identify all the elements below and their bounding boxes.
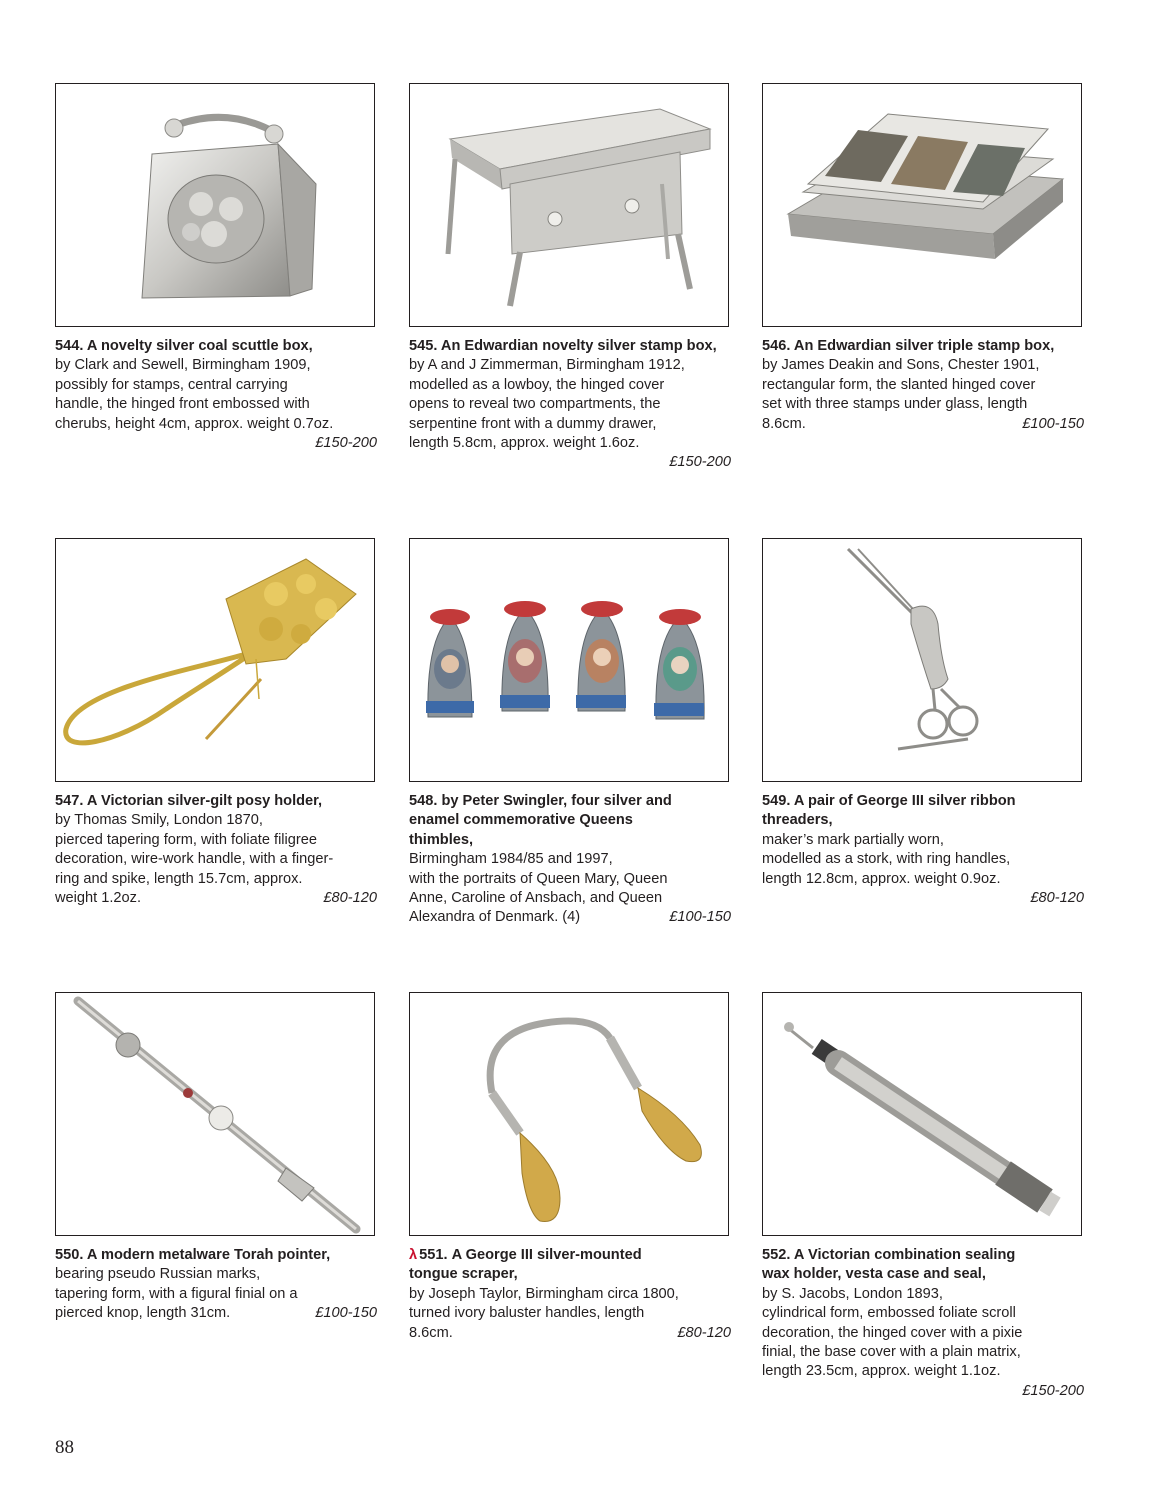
lot-line: by Clark and Sewell, Birmingham 1909, [55, 357, 311, 374]
lot-title: 548. by Peter Swingler, four silver and [409, 793, 672, 809]
lot-description [762, 792, 1084, 908]
lot-line: handle, the hinged front embossed with [55, 396, 310, 413]
lot-description [55, 792, 377, 908]
lot-estimate: £100-150 [669, 909, 731, 926]
lot-line: finial, the base cover with a plain matrix, [762, 1344, 1021, 1361]
lot-title: 552. A Victorian combination sealing [762, 1247, 1016, 1263]
photo-posy-holder [55, 538, 375, 782]
photo-sealing-wax-holder [762, 992, 1082, 1236]
lot-549 [762, 538, 1084, 908]
lot-title: 549. A pair of George III silver ribbon [762, 793, 1016, 809]
lot-line: length 23.5cm, approx. weight 1.1oz. [762, 1363, 1001, 1380]
lot-description [409, 1246, 731, 1343]
lot-last-row: Alexandra of Denmark. (4) £100-150 [409, 908, 731, 927]
photo-tongue-scraper [409, 992, 729, 1236]
lot-line: cylindrical form, embossed foliate scroll [762, 1305, 1016, 1322]
photo-coal-scuttle-box [55, 83, 375, 327]
lambda-symbol: λ [409, 1247, 418, 1263]
lot-550 [55, 992, 377, 1324]
lot-estimate: £150-200 [1022, 1382, 1084, 1399]
lot-title: thimbles, [409, 831, 474, 848]
lot-line: pierced tapering form, with foliate filigree [55, 831, 318, 848]
lot-title: 545. An Edwardian novelty silver stamp box, [409, 338, 717, 354]
lot-line: rectangular form, the slanted hinged cover [762, 376, 1036, 393]
lot-line: by Thomas Smily, London 1870, [55, 812, 263, 829]
lot-line: turned ivory baluster handles, length [409, 1305, 645, 1322]
lot-544 [55, 83, 377, 453]
lot-title: wax holder, vesta case and seal, [762, 1266, 986, 1283]
lot-title: 550. A modern metalware Torah pointer, [55, 1247, 331, 1263]
lot-estimate: £100-150 [315, 1305, 377, 1322]
lot-line: length 5.8cm, approx. weight 1.6oz. [409, 435, 640, 452]
lot-estimate: £80-120 [323, 890, 377, 907]
lot-line: ring and spike, length 15.7cm, approx. [55, 870, 303, 887]
lot-estimate: £80-120 [1030, 890, 1084, 907]
lot-description [55, 1246, 377, 1324]
photo-lowboy-stamp-box [409, 83, 729, 327]
lot-line: length 12.8cm, approx. weight 0.9oz. [762, 870, 1001, 887]
lot-title: λ 551. A George III silver-mounted [409, 1247, 642, 1263]
lot-title: enamel commemorative Queens [409, 812, 633, 829]
lot-last-row: 8.6cm. £100-150 [762, 415, 1084, 434]
lot-estimate: £150-200 [315, 435, 377, 452]
lot-title: 547. A Victorian silver-gilt posy holder, [55, 793, 323, 809]
lot-estimate: £80-120 [677, 1324, 731, 1341]
lot-line: possibly for stamps, central carrying [55, 376, 288, 393]
photo-ribbon-threaders [762, 538, 1082, 782]
page-number: 88 [55, 1437, 74, 1458]
photo-triple-stamp-box [762, 83, 1082, 327]
lot-546 [762, 83, 1084, 434]
lot-line: set with three stamps under glass, length [762, 396, 1028, 413]
lot-548 [409, 538, 731, 928]
lot-line: Anne, Caroline of Ansbach, and Queen [409, 890, 663, 907]
lot-line: maker’s mark partially worn, [762, 831, 944, 848]
lot-estimate: £150-200 [669, 454, 731, 471]
lot-line: by Joseph Taylor, Birmingham circa 1800, [409, 1285, 679, 1302]
lot-line: by A and J Zimmerman, Birmingham 1912, [409, 357, 685, 374]
lot-line: serpentine front with a dummy drawer, [409, 415, 657, 432]
photo-queens-thimbles [409, 538, 729, 782]
lot-line: bearing pseudo Russian marks, [55, 1266, 261, 1283]
lot-description [409, 792, 731, 928]
lot-title: 546. An Edwardian silver triple stamp box, [762, 338, 1055, 354]
lot-line: opens to reveal two compartments, the [409, 396, 661, 413]
lot-description [55, 337, 377, 453]
lot-description [762, 1246, 1084, 1401]
lot-last-row: weight 1.2oz. £80-120 [55, 889, 377, 908]
lot-line: decoration, wire-work handle, with a finger- [55, 851, 334, 868]
lot-line: modelled as a stork, with ring handles, [762, 851, 1011, 868]
lot-line: decoration, the hinged cover with a pixie [762, 1324, 1023, 1341]
lot-547 [55, 538, 377, 908]
lot-551 [409, 992, 731, 1343]
lot-line: tapering form, with a figural finial on a [55, 1285, 298, 1302]
lot-line: modelled as a lowboy, the hinged cover [409, 376, 665, 393]
lot-552 [762, 992, 1084, 1401]
lot-estimate: £100-150 [1022, 415, 1084, 432]
lot-line: with the portraits of Queen Mary, Queen [409, 870, 668, 887]
lot-title: threaders, [762, 812, 833, 829]
lot-title: 544. A novelty silver coal scuttle box, [55, 338, 313, 354]
lot-title: tongue scraper, [409, 1266, 518, 1283]
lot-last-row: pierced knop, length 31cm. £100-150 [55, 1304, 377, 1323]
lot-545 [409, 83, 731, 473]
lot-line: by James Deakin and Sons, Chester 1901, [762, 357, 1040, 374]
photo-torah-pointer [55, 992, 375, 1236]
lot-line: cherubs, height 4cm, approx. weight 0.7oz. [55, 415, 334, 432]
lot-description [762, 337, 1084, 434]
lot-last-row: 8.6cm. £80-120 [409, 1324, 731, 1343]
lot-line: Birmingham 1984/85 and 1997, [409, 851, 613, 868]
lot-description [409, 337, 731, 473]
lot-line: by S. Jacobs, London 1893, [762, 1285, 943, 1302]
